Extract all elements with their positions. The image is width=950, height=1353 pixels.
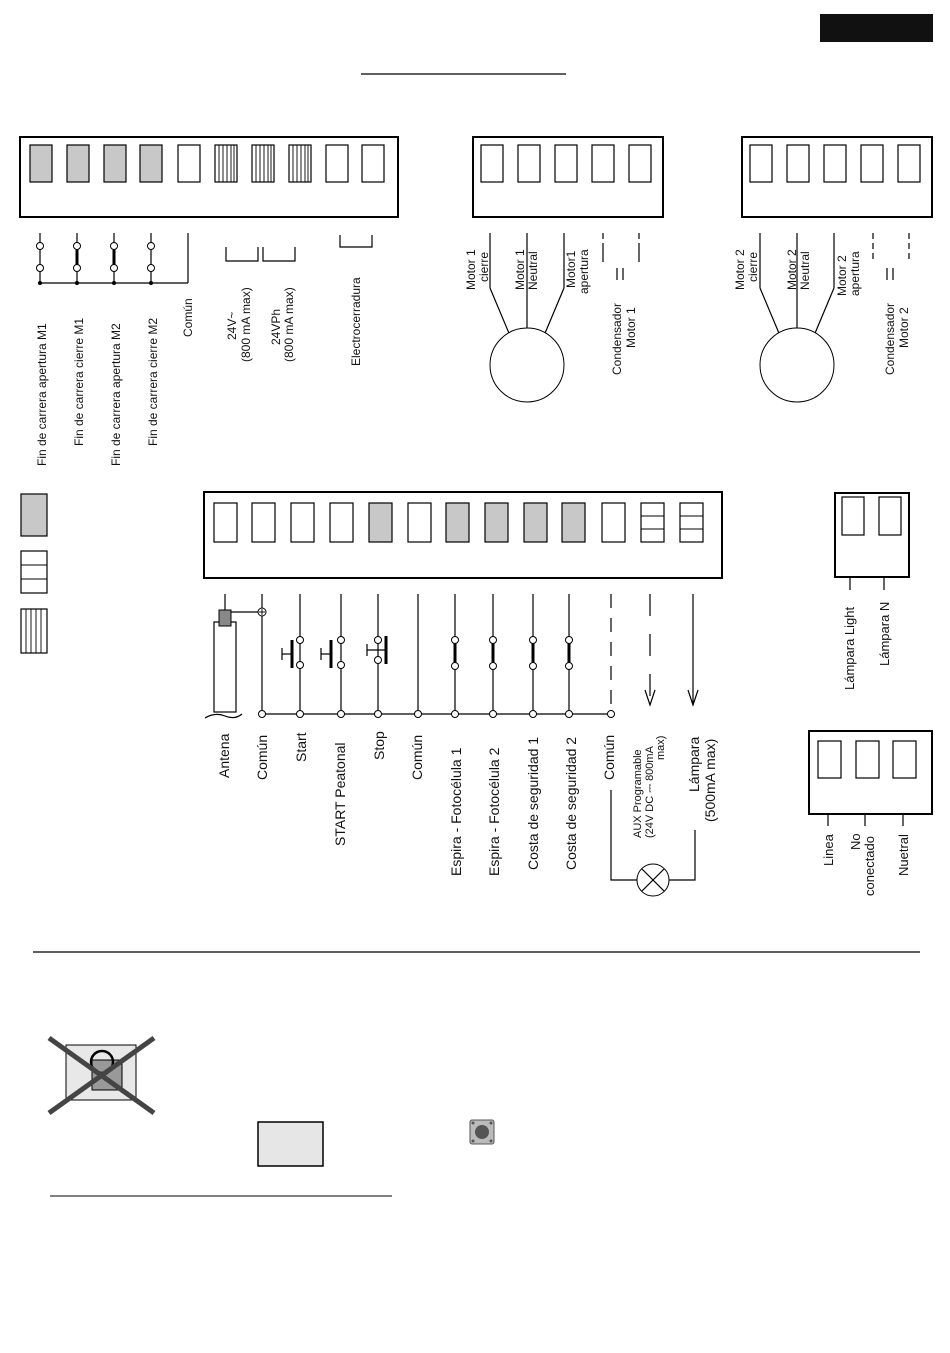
legend: [21, 494, 47, 653]
terminal-horizontal-stripes: [680, 503, 703, 542]
mains-neutral-label: Nuetral: [896, 834, 911, 876]
aux-label-2: (24V DC ⎓ 800mA: [644, 746, 656, 838]
motor2-open-label: Motor 2: [835, 255, 849, 296]
motor2-symbol: [760, 328, 834, 402]
motor2-close-label-2: cierre: [746, 251, 760, 282]
motor2-neutral-label-2: Neutral: [798, 251, 812, 290]
control-terminal-block: [204, 492, 722, 578]
mains-nc-label-2: conectado: [862, 836, 877, 896]
motor2-close-label: Motor 2: [733, 249, 747, 290]
mains-block: [809, 731, 932, 826]
terminal-vertical-stripes: [289, 145, 311, 182]
terminal-horizontal-stripes: [641, 503, 664, 542]
terminal: [362, 145, 384, 182]
motor2-terminal-block: [742, 137, 932, 217]
control-label-stop: Stop: [371, 731, 387, 760]
control-label-antenna: Antena: [216, 733, 232, 778]
control-label-safety-edge-2: Costa de seguridad 2: [563, 736, 579, 870]
motor1-close-label: Motor 1: [464, 249, 478, 290]
motor2-cap-label: Condensador: [883, 302, 897, 375]
motor1-cap-label-2: Motor 1: [624, 307, 638, 348]
push-button-icon: [470, 1120, 494, 1144]
motor1-terminal-block: [473, 137, 663, 217]
control-label-start: Start: [293, 732, 309, 762]
limit-switch-wiring: [37, 233, 189, 285]
limit-label-open-m2: Fin de carrera apertura M2: [109, 323, 123, 466]
control-label-safety-edge-1: Costa de seguridad 1: [525, 736, 541, 870]
lamp-label-1: Lámpara: [686, 736, 702, 792]
motor1-open-label-2: apertura: [577, 249, 591, 294]
aux-label-1: AUX Programable: [632, 749, 644, 838]
limit-label-close-m1: Fin de carrera cierre M1: [72, 317, 86, 446]
legend-horizontal-stripes: [21, 551, 47, 593]
limit-switch-terminal-block: [20, 137, 398, 217]
aux-label-3: max): [655, 735, 667, 760]
motor1-cap-label: Condensador: [610, 302, 624, 375]
control-label-common-3: Común: [601, 734, 617, 780]
terminal-vertical-stripes: [252, 145, 274, 182]
motor2-cap-label-2: Motor 2: [897, 307, 911, 348]
motor2-open-label-2: apertura: [848, 251, 862, 296]
ac-24v-max-label: (800 mA max): [239, 287, 253, 362]
ph-24v-label: 24VPh: [269, 308, 283, 345]
legend-grey: [21, 494, 47, 536]
control-label-start-peatonal: START Peatonal: [332, 742, 348, 846]
header-block: [820, 14, 933, 42]
mains-nc-label: No: [848, 833, 863, 850]
lamp-output-block: [835, 493, 909, 590]
terminal: [30, 145, 52, 182]
motor1-symbol: [490, 328, 564, 402]
terminal: [104, 145, 126, 182]
control-label-common-2: Común: [409, 734, 425, 780]
grey-box-icon: [258, 1122, 323, 1166]
terminal: [140, 145, 162, 182]
limit-label-close-m2: Fin de carrera cierre M2: [146, 317, 160, 446]
crossed-out-connector-icon: [49, 1038, 154, 1113]
lamp-label-2: (500mA max): [702, 738, 718, 822]
ph-24v-max-label: (800 mA max): [282, 287, 296, 362]
limit-label-common: Común: [181, 298, 195, 337]
control-label-common-1: Común: [254, 734, 270, 780]
motor1-open-label: Motor1: [564, 250, 578, 288]
motor1-neutral-label-2: Neutral: [526, 251, 540, 290]
limit-label-open-m1: Fin de carrera apertura M1: [35, 323, 49, 466]
ac-24v-label: 24V~: [225, 311, 239, 340]
terminal-vertical-stripes: [215, 145, 237, 182]
control-label-photocell-1: Espira - Fotocélula 1: [448, 747, 464, 876]
mains-line-label: Linea: [821, 834, 836, 866]
motor2-neutral-label: Motor 2: [785, 249, 799, 290]
lock-label: Electrocerradura: [349, 277, 363, 366]
motor1-close-label-2: cierre: [477, 251, 491, 282]
control-label-photocell-2: Espira - Fotocélula 2: [486, 747, 502, 876]
lamp-light-label: Lámpara Light: [842, 606, 857, 690]
terminal: [326, 145, 348, 182]
legend-vertical-stripes: [21, 609, 47, 653]
motor1-neutral-label: Motor 1: [513, 249, 527, 290]
power-output-brackets: [226, 235, 372, 261]
terminal: [67, 145, 89, 182]
terminal: [178, 145, 200, 182]
lamp-n-label: Lámpara N: [877, 601, 892, 666]
